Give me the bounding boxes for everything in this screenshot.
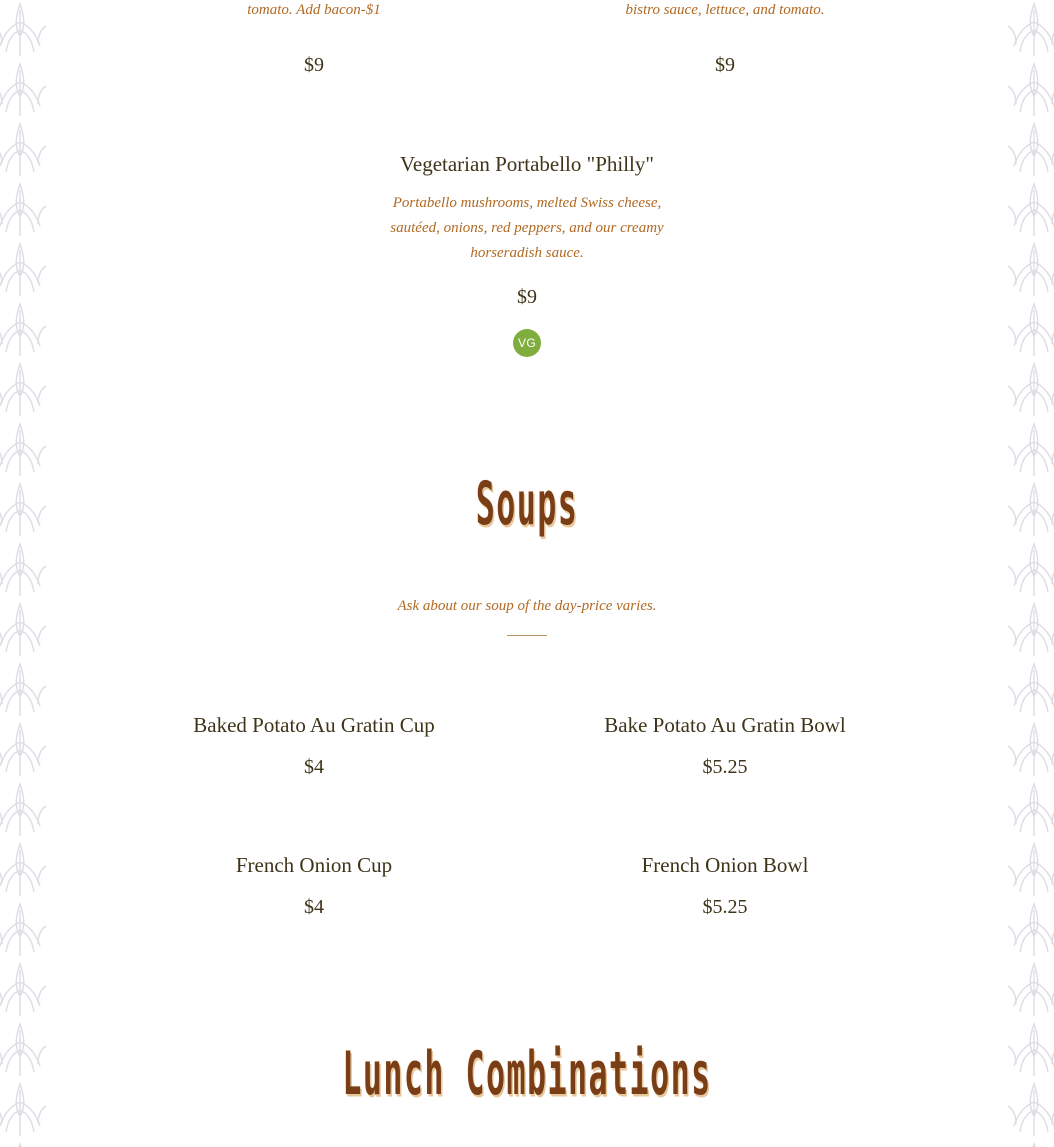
item-price: $5.25 <box>702 756 748 778</box>
section-heading-soups: Soups <box>475 469 579 539</box>
item-price: $9 <box>517 286 537 308</box>
vegetarian-badge-icon: VG <box>513 329 541 357</box>
item-price: $9 <box>715 54 735 76</box>
item-price: $4 <box>304 756 324 778</box>
item-name: Baked Potato Au Gratin Cup <box>193 713 435 737</box>
item-price: $9 <box>304 54 324 76</box>
item-name: French Onion Bowl <box>641 853 809 877</box>
menu-item-vegetarian-philly <box>377 150 677 357</box>
section-heading-lunch-combinations: Lunch Combinations <box>342 1039 712 1109</box>
divider <box>507 635 547 636</box>
item-price: $4 <box>304 896 324 918</box>
item-name: French Onion Cup <box>235 853 393 877</box>
item-name: Vegetarian Portabello "Philly" <box>400 152 654 176</box>
item-description: Portabello mushrooms, melted Swiss cheese, sautéed, onions, red peppers, and our creamy horseradish sauce. <box>390 195 664 261</box>
item-description-fragment: tomato. Add bacon-$1 <box>247 2 381 18</box>
item-description-fragment: bistro sauce, lettuce, and tomato. <box>625 2 825 18</box>
item-name: Bake Potato Au Gratin Bowl <box>604 713 846 737</box>
item-price: $5.25 <box>702 896 748 918</box>
soup-note: Ask about our soup of the day-price varies. <box>397 598 657 614</box>
